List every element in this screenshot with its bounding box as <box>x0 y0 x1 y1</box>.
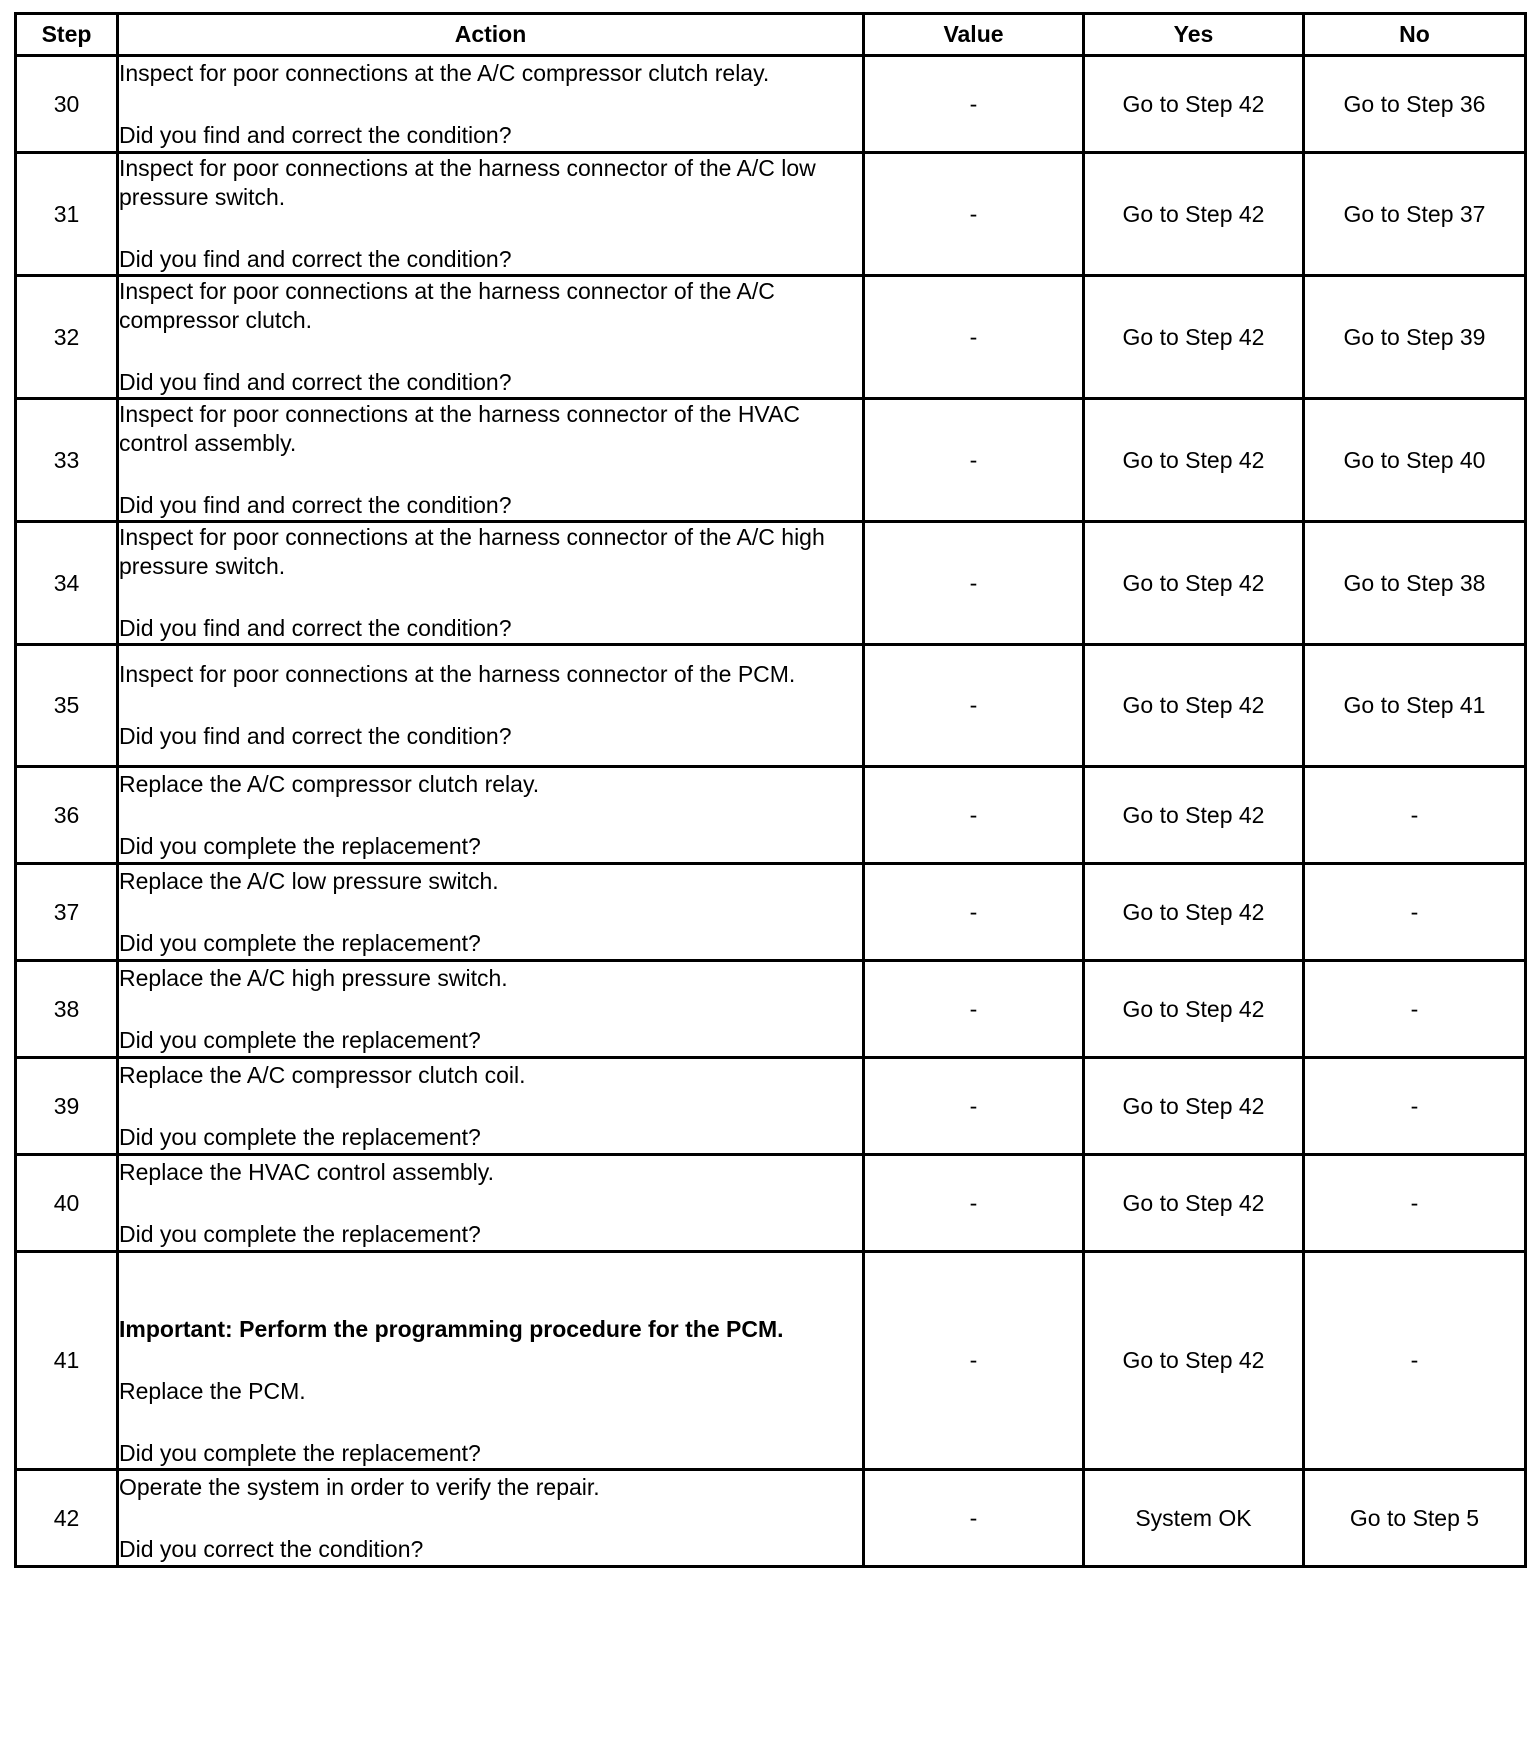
diagnostic-table-page <box>14 12 1524 1568</box>
value-cell: - <box>864 645 1084 767</box>
value-cell: - <box>864 1058 1084 1155</box>
action-question: Did you find and correct the condition? <box>119 246 512 272</box>
no-cell: Go to Step 36 <box>1304 56 1526 153</box>
action-question: Did you complete the replacement? <box>119 1026 481 1053</box>
step-number: 40 <box>16 1155 118 1252</box>
action-instruction: Inspect for poor connections at the harness connector of the A/C low pressure switch. <box>119 155 816 210</box>
action-cell <box>118 1058 864 1155</box>
action-question: Did you complete the replacement? <box>119 1220 481 1247</box>
action-question: Did you find and correct the condition? <box>119 369 512 395</box>
action-question: Did you find and correct the condition? <box>119 615 512 641</box>
yes-cell: Go to Step 42 <box>1084 767 1304 864</box>
yes-cell: Go to Step 42 <box>1084 1252 1304 1470</box>
step-number: 42 <box>16 1470 118 1567</box>
action-instruction: Replace the A/C compressor clutch relay. <box>119 770 540 797</box>
table-row <box>16 522 1526 645</box>
header-action: Action <box>118 14 864 56</box>
table-row <box>16 1058 1526 1155</box>
action-cell <box>118 1470 864 1567</box>
table-row <box>16 1470 1526 1567</box>
action-instruction: Replace the A/C compressor clutch coil. <box>119 1061 526 1088</box>
step-number: 34 <box>16 522 118 645</box>
yes-cell: Go to Step 42 <box>1084 56 1304 153</box>
action-cell <box>118 864 864 961</box>
step-number: 30 <box>16 56 118 153</box>
header-value: Value <box>864 14 1084 56</box>
step-number: 41 <box>16 1252 118 1470</box>
yes-cell: Go to Step 42 <box>1084 961 1304 1058</box>
value-cell: - <box>864 864 1084 961</box>
action-question: Did you complete the replacement? <box>119 1123 481 1150</box>
yes-cell: Go to Step 42 <box>1084 399 1304 522</box>
value-cell: - <box>864 56 1084 153</box>
yes-cell: Go to Step 42 <box>1084 522 1304 645</box>
action-cell <box>118 1252 864 1470</box>
yes-cell: Go to Step 42 <box>1084 864 1304 961</box>
action-question: Did you complete the replacement? <box>119 929 481 956</box>
action-question: Did you find and correct the condition? <box>119 492 512 518</box>
action-cell <box>118 399 864 522</box>
action-question: Did you complete the replacement? <box>119 832 481 859</box>
action-instruction: Inspect for poor connections at the harness connector of the A/C compressor clutch. <box>119 278 775 333</box>
table-row <box>16 645 1526 767</box>
no-cell: Go to Step 40 <box>1304 399 1526 522</box>
action-instruction: Replace the HVAC control assembly. <box>119 1158 494 1185</box>
step-number: 37 <box>16 864 118 961</box>
yes-cell: Go to Step 42 <box>1084 1155 1304 1252</box>
table-row <box>16 1252 1526 1470</box>
action-question: Did you complete the replacement? <box>119 1440 481 1466</box>
no-cell: - <box>1304 1058 1526 1155</box>
important-note: Important: Perform the programming procedure for the PCM. <box>119 1316 784 1342</box>
yes-cell: System OK <box>1084 1470 1304 1567</box>
value-cell: - <box>864 1470 1084 1567</box>
table-row <box>16 276 1526 399</box>
action-instruction: Replace the A/C high pressure switch. <box>119 964 508 991</box>
table-row <box>16 767 1526 864</box>
action-cell <box>118 522 864 645</box>
yes-cell: Go to Step 42 <box>1084 1058 1304 1155</box>
no-cell: - <box>1304 864 1526 961</box>
action-cell <box>118 961 864 1058</box>
value-cell: - <box>864 1252 1084 1470</box>
header-no: No <box>1304 14 1526 56</box>
step-number: 32 <box>16 276 118 399</box>
step-number: 39 <box>16 1058 118 1155</box>
action-instruction: Replace the PCM. <box>119 1378 306 1404</box>
no-cell: Go to Step 38 <box>1304 522 1526 645</box>
step-number: 36 <box>16 767 118 864</box>
action-cell <box>118 1155 864 1252</box>
no-cell: - <box>1304 767 1526 864</box>
action-cell <box>118 56 864 153</box>
action-instruction: Replace the A/C low pressure switch. <box>119 867 499 894</box>
action-instruction: Inspect for poor connections at the harness connector of the PCM. <box>119 661 796 687</box>
no-cell: - <box>1304 1155 1526 1252</box>
no-cell: Go to Step 41 <box>1304 645 1526 767</box>
action-cell <box>118 767 864 864</box>
step-number: 31 <box>16 153 118 276</box>
value-cell: - <box>864 522 1084 645</box>
table-row <box>16 399 1526 522</box>
action-cell <box>118 276 864 399</box>
table-header-row <box>16 14 1526 56</box>
action-instruction: Inspect for poor connections at the A/C compressor clutch relay. <box>119 59 770 86</box>
action-instruction: Inspect for poor connections at the harness connector of the A/C high pressure switch. <box>119 524 825 579</box>
table-row <box>16 153 1526 276</box>
no-cell: Go to Step 39 <box>1304 276 1526 399</box>
action-question: Did you correct the condition? <box>119 1535 424 1562</box>
table-row <box>16 56 1526 153</box>
step-number: 38 <box>16 961 118 1058</box>
value-cell: - <box>864 767 1084 864</box>
step-number: 33 <box>16 399 118 522</box>
no-cell: - <box>1304 1252 1526 1470</box>
action-instruction: Inspect for poor connections at the harness connector of the HVAC control assembly. <box>119 401 801 456</box>
header-step: Step <box>16 14 118 56</box>
value-cell: - <box>864 153 1084 276</box>
no-cell: - <box>1304 961 1526 1058</box>
action-cell <box>118 153 864 276</box>
action-instruction: Operate the system in order to verify the repair. <box>119 1473 600 1500</box>
no-cell: Go to Step 37 <box>1304 153 1526 276</box>
diagnostic-table <box>14 12 1527 1568</box>
header-yes: Yes <box>1084 14 1304 56</box>
value-cell: - <box>864 961 1084 1058</box>
yes-cell: Go to Step 42 <box>1084 153 1304 276</box>
table-row <box>16 1155 1526 1252</box>
table-row <box>16 961 1526 1058</box>
yes-cell: Go to Step 42 <box>1084 645 1304 767</box>
table-row <box>16 864 1526 961</box>
value-cell: - <box>864 1155 1084 1252</box>
value-cell: - <box>864 399 1084 522</box>
step-number: 35 <box>16 645 118 767</box>
yes-cell: Go to Step 42 <box>1084 276 1304 399</box>
value-cell: - <box>864 276 1084 399</box>
no-cell: Go to Step 5 <box>1304 1470 1526 1567</box>
action-cell <box>118 645 864 767</box>
action-question: Did you find and correct the condition? <box>119 121 512 148</box>
action-question: Did you find and correct the condition? <box>119 723 512 749</box>
